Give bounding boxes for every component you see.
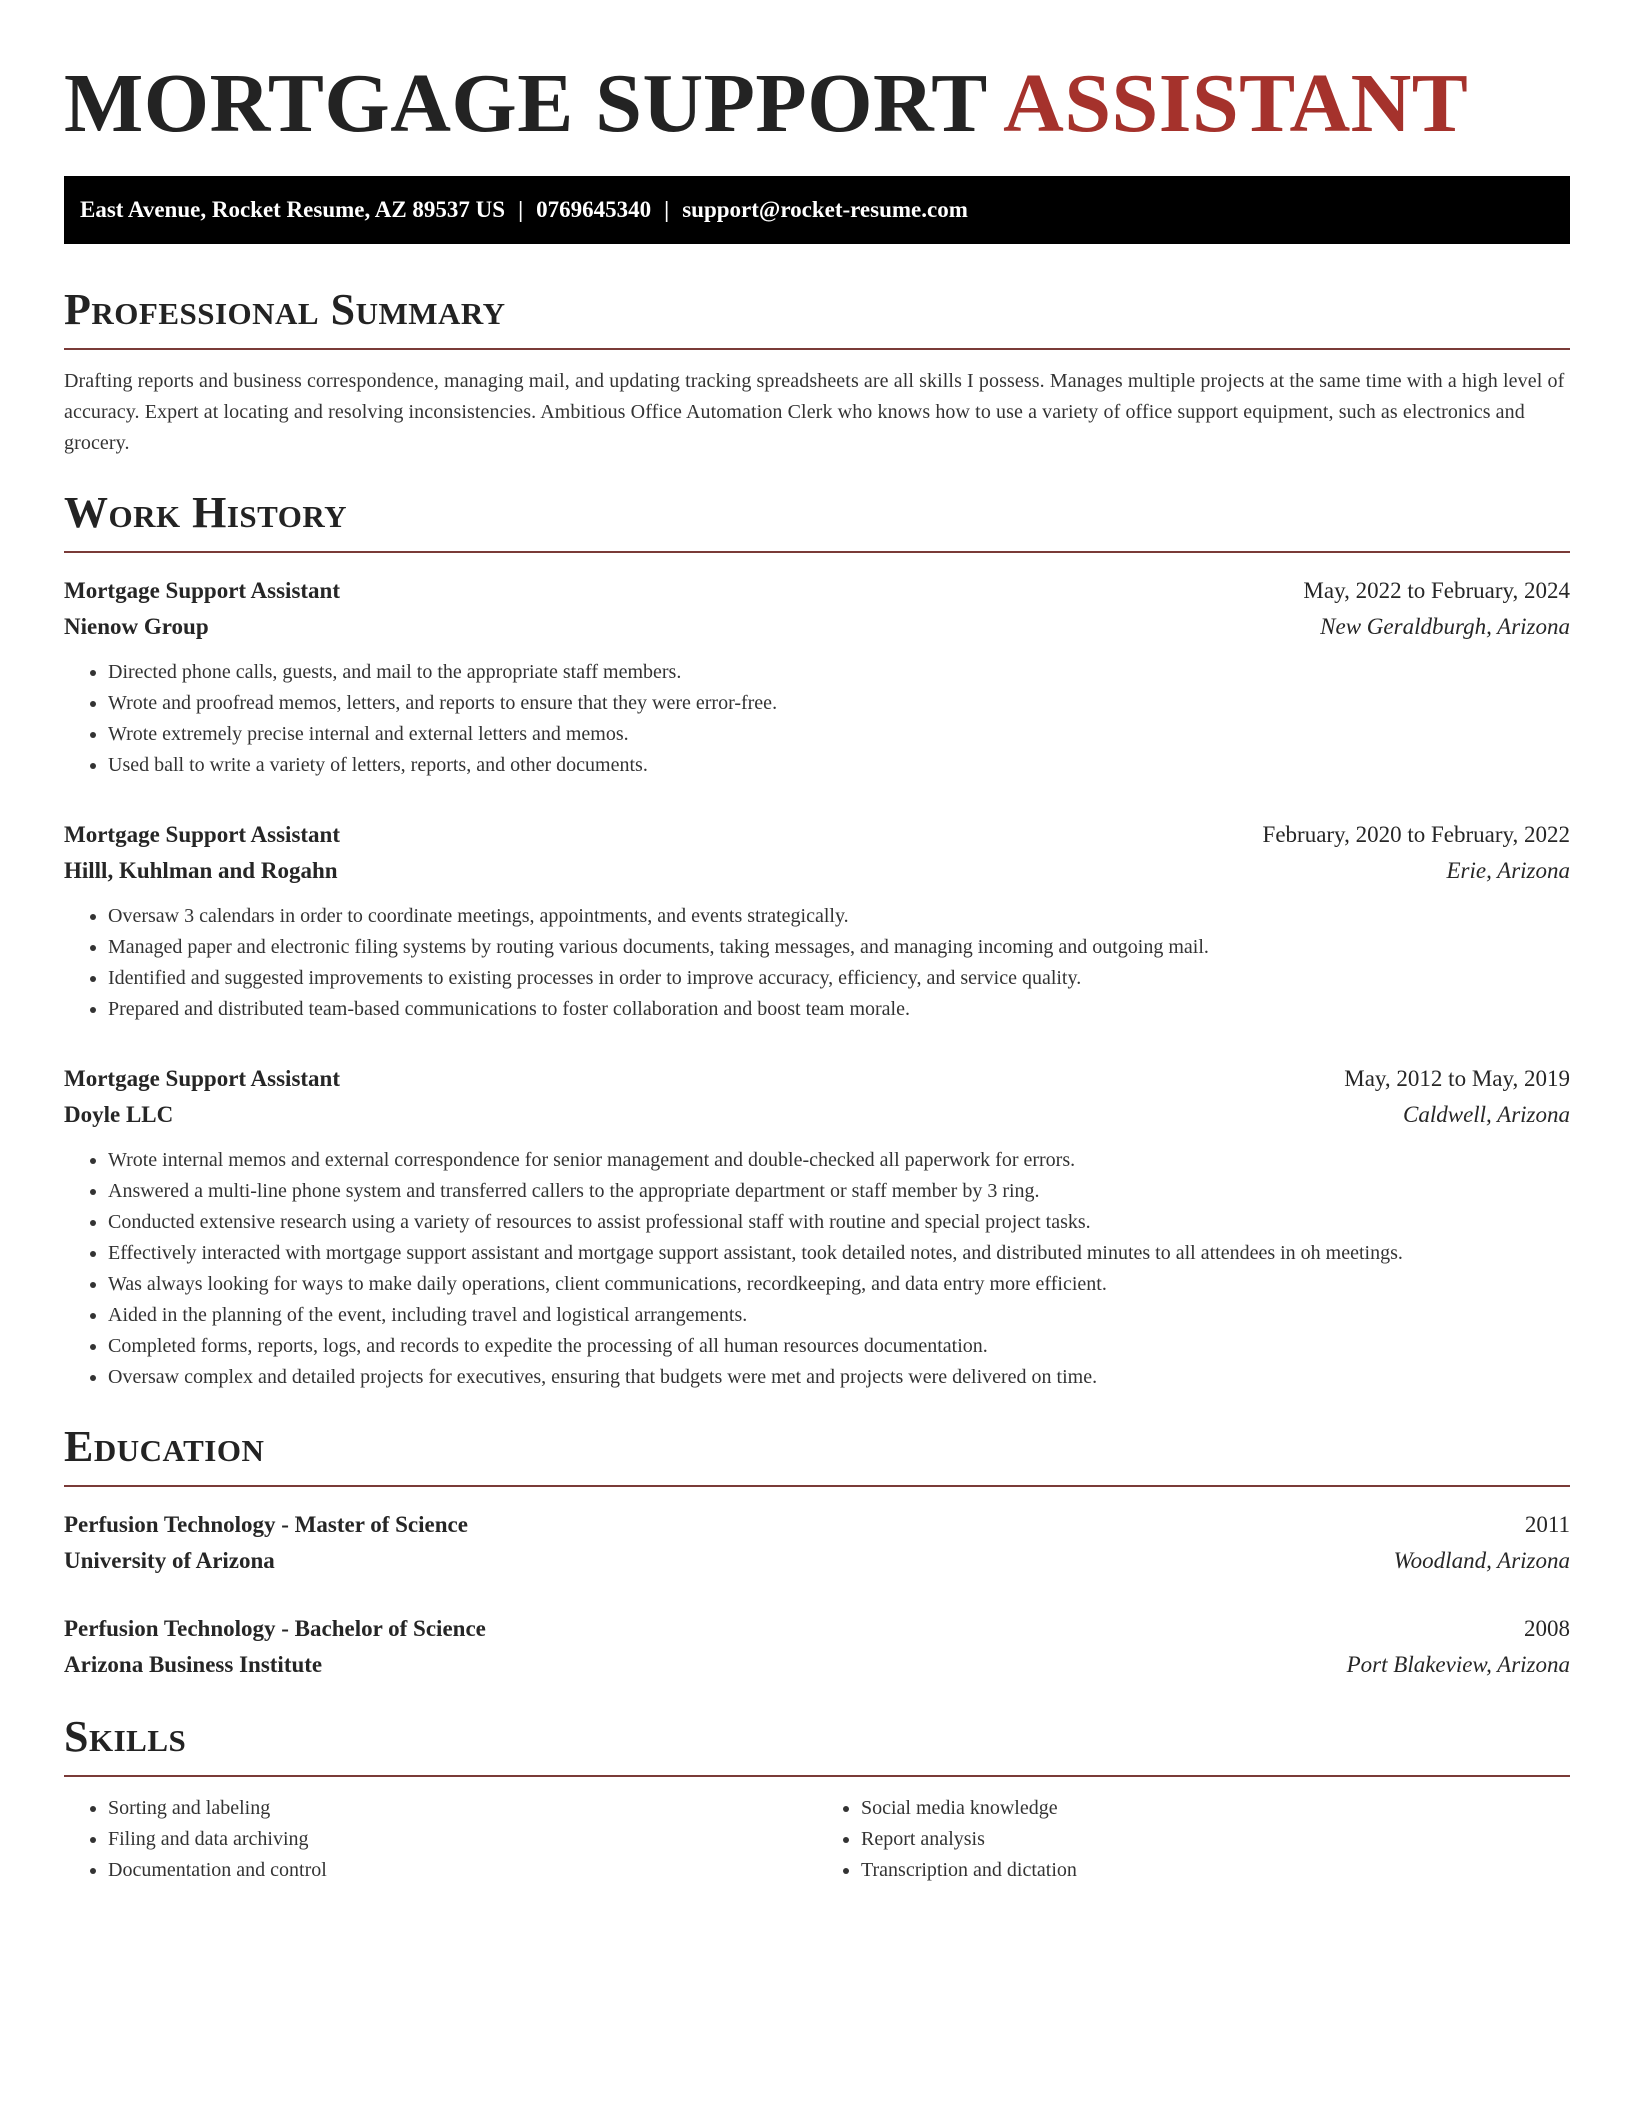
- skill-item: • Sorting and labeling: [108, 1793, 817, 1824]
- job-company: Doyle LLC: [64, 1102, 174, 1127]
- job-role: Mortgage Support Assistant: [64, 822, 341, 847]
- skill-item: • Documentation and control: [108, 1855, 817, 1886]
- list-item: • Used ball to write a variety of letters, reports, and other documents.: [108, 750, 1570, 781]
- summary-section: [64, 284, 1570, 459]
- skill-item: • Social media knowledge: [861, 1793, 1570, 1824]
- skill-item: • Transcription and dictation: [861, 1855, 1570, 1886]
- list-item: • Was always looking for ways to make daily operations, client communications, recordkeeping, and data entry more efficient.: [108, 1269, 1570, 1300]
- education-entry: [64, 1507, 1570, 1579]
- name-accent: ASSISTANT: [1003, 57, 1469, 150]
- job-bullets: [64, 1145, 1570, 1393]
- list-item: • Wrote extremely precise internal and external letters and memos.: [108, 719, 1570, 750]
- section-title-skills: Skills: [64, 1711, 1570, 1777]
- list-item: • Effectively interacted with mortgage support assistant and mortgage support assistant, took detailed notes, and distributed minutes to all attendees in oh meetings.: [108, 1238, 1570, 1269]
- job-company: Nienow Group: [64, 614, 209, 639]
- list-item: • Conducted extensive research using a variety of resources to assist professional staff with routine and special project tasks.: [108, 1207, 1570, 1238]
- list-item: • Prepared and distributed team-based communications to foster collaboration and boost team morale.: [108, 994, 1570, 1025]
- skills-list-left: [64, 1793, 817, 1886]
- skills-grid: [64, 1793, 1570, 1886]
- list-item: • Managed paper and electronic filing systems by routing various documents, taking messages, and managing incoming and outgoing mail.: [108, 932, 1570, 963]
- job-role: Mortgage Support Assistant: [64, 1066, 341, 1091]
- job-entry: [64, 573, 1570, 781]
- job-bullets: [64, 901, 1570, 1025]
- education-school: Arizona Business Institute: [64, 1652, 323, 1677]
- education-location: Port Blakeview, Arizona: [1346, 1652, 1570, 1677]
- education-section: [64, 1421, 1570, 1683]
- job-dates: February, 2020 to February, 2022: [1262, 822, 1570, 847]
- job-dates: May, 2022 to February, 2024: [1303, 578, 1570, 603]
- list-item: • Oversaw complex and detailed projects for executives, ensuring that budgets were met and projects were delivered on time.: [108, 1362, 1570, 1393]
- contact-phone: 0769645340: [536, 197, 652, 222]
- list-item: • Wrote internal memos and external correspondence for senior management and double-checked all paperwork for errors.: [108, 1145, 1570, 1176]
- skill-item: • Report analysis: [861, 1824, 1570, 1855]
- education-entry: [64, 1611, 1570, 1683]
- contact-email[interactable]: support@rocket-resume.com: [682, 197, 968, 222]
- list-item: • Identified and suggested improvements to existing processes in order to improve accuracy, efficiency, and service quality.: [108, 963, 1570, 994]
- job-role: Mortgage Support Assistant: [64, 578, 341, 603]
- job-location: New Geraldburgh, Arizona: [1320, 614, 1570, 639]
- job-bullets: [64, 657, 1570, 781]
- section-title-summary: Professional Summary: [64, 284, 1570, 350]
- resume-name: [64, 58, 1570, 150]
- list-item: • Oversaw 3 calendars in order to coordinate meetings, appointments, and events strategically.: [108, 901, 1570, 932]
- work-history-section: [64, 487, 1570, 1393]
- job-entry: [64, 1061, 1570, 1393]
- list-item: • Wrote and proofread memos, letters, and reports to ensure that they were error-free.: [108, 688, 1570, 719]
- contact-separator: |: [664, 197, 670, 222]
- job-entry: [64, 817, 1570, 1025]
- list-item: • Completed forms, reports, logs, and records to expedite the processing of all human resources documentation.: [108, 1331, 1570, 1362]
- skill-item: • Filing and data archiving: [108, 1824, 817, 1855]
- contact-bar: [64, 176, 1570, 244]
- job-location: Caldwell, Arizona: [1403, 1102, 1570, 1127]
- list-item: • Aided in the planning of the event, including travel and logistical arrangements.: [108, 1300, 1570, 1331]
- job-company: Hilll, Kuhlman and Rogahn: [64, 858, 338, 883]
- resume-page: [64, 0, 1570, 1886]
- list-item: • Directed phone calls, guests, and mail to the appropriate staff members.: [108, 657, 1570, 688]
- education-location: Woodland, Arizona: [1393, 1548, 1570, 1573]
- contact-separator: |: [518, 197, 524, 222]
- contact-address: East Avenue, Rocket Resume, AZ 89537 US: [80, 197, 506, 222]
- list-item: • Answered a multi-line phone system and transferred callers to the appropriate department or staff member by 3 ring.: [108, 1176, 1570, 1207]
- skills-section: [64, 1711, 1570, 1886]
- job-location: Erie, Arizona: [1446, 858, 1570, 883]
- job-dates: May, 2012 to May, 2019: [1344, 1066, 1570, 1091]
- name-main: MORTGAGE SUPPORT: [64, 57, 987, 150]
- section-title-education: Education: [64, 1421, 1570, 1487]
- education-year: 2008: [1524, 1616, 1570, 1641]
- education-school: University of Arizona: [64, 1548, 275, 1573]
- skills-list-right: [817, 1793, 1570, 1886]
- education-degree: Perfusion Technology - Bachelor of Science: [64, 1616, 486, 1641]
- section-title-work: Work History: [64, 487, 1570, 553]
- education-degree: Perfusion Technology - Master of Science: [64, 1512, 468, 1537]
- summary-text: Drafting reports and business correspondence, managing mail, and updating tracking spreadsheets are all skills I possess. Manages multiple projects at the same time with a high level of accuracy. Expert at locating and resolving inconsistencies. Ambitious Office Automation Clerk who knows how to use a variety of office support equipment, such as electronics and grocery.: [64, 370, 1565, 454]
- education-year: 2011: [1524, 1512, 1570, 1537]
